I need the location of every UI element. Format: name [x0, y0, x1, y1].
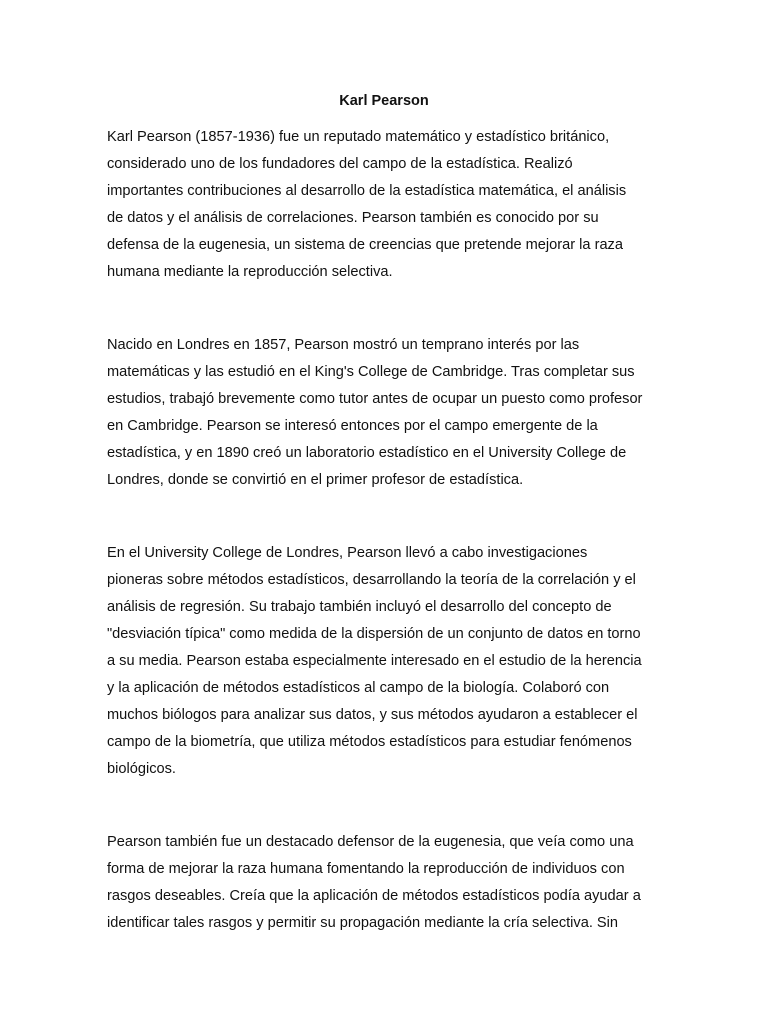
- text-line: muchos biólogos para analizar sus datos, y sus métodos ayudaron a establecer el: [107, 707, 638, 723]
- text-line: pioneras sobre métodos estadísticos, desarrollando la teoría de la correlación y el: [107, 572, 636, 588]
- document-title: Karl Pearson: [339, 93, 429, 109]
- text-line: humana mediante la reproducción selectiva.: [107, 264, 393, 280]
- text-line: campo de la biometría, que utiliza métodos estadísticos para estudiar fenómenos: [107, 734, 632, 750]
- text-line: Nacido en Londres en 1857, Pearson mostró un temprano interés por las: [107, 337, 580, 353]
- text-line: Pearson también fue un destacado defensor de la eugenesia, que veía como una: [107, 834, 634, 850]
- text-line: En el University College de Londres, Pearson llevó a cabo investigaciones: [107, 545, 588, 561]
- text-line: de datos y el análisis de correlaciones. Pearson también es conocido por su: [107, 210, 599, 226]
- paragraph-1: [107, 124, 667, 286]
- text-line: defensa de la eugenesia, un sistema de creencias que pretende mejorar la raza: [107, 237, 623, 253]
- text-line: y la aplicación de métodos estadísticos al campo de la biología. Colaboró con: [107, 680, 610, 696]
- text-line: matemáticas y las estudió en el King's College de Cambridge. Tras completar sus: [107, 364, 635, 380]
- text-line: "desviación típica" como medida de la dispersión de un conjunto de datos en torno: [107, 626, 641, 642]
- text-line: estadística, y en 1890 creó un laboratorio estadístico en el University College de: [107, 445, 627, 461]
- text-line: estudios, trabajó brevemente como tutor antes de ocupar un puesto como profesor: [107, 391, 643, 407]
- text-line: forma de mejorar la raza humana fomentando la reproducción de individuos con: [107, 861, 625, 877]
- text-line: análisis de regresión. Su trabajo también incluyó el desarrollo del concepto de: [107, 599, 612, 615]
- text-line: a su media. Pearson estaba especialmente interesado en el estudio de la herencia: [107, 653, 642, 669]
- text-line: Karl Pearson (1857-1936) fue un reputado matemático y estadístico británico,: [107, 129, 610, 145]
- text-line: rasgos deseables. Creía que la aplicación de métodos estadísticos podía ayudar a: [107, 888, 641, 904]
- text-line: identificar tales rasgos y permitir su propagación mediante la cría selectiva. Sin: [107, 915, 619, 931]
- paragraph-3: [107, 540, 667, 783]
- text-line: en Cambridge. Pearson se interesó entonces por el campo emergente de la: [107, 418, 598, 434]
- paragraph-4: [107, 829, 667, 937]
- text-line: biológicos.: [107, 761, 176, 777]
- paragraph-2: [107, 332, 667, 494]
- text-line: considerado uno de los fundadores del campo de la estadística. Realizó: [107, 156, 573, 172]
- text-line: Londres, donde se convirtió en el primer profesor de estadística.: [107, 472, 524, 488]
- text-line: importantes contribuciones al desarrollo de la estadística matemática, el análisis: [107, 183, 627, 199]
